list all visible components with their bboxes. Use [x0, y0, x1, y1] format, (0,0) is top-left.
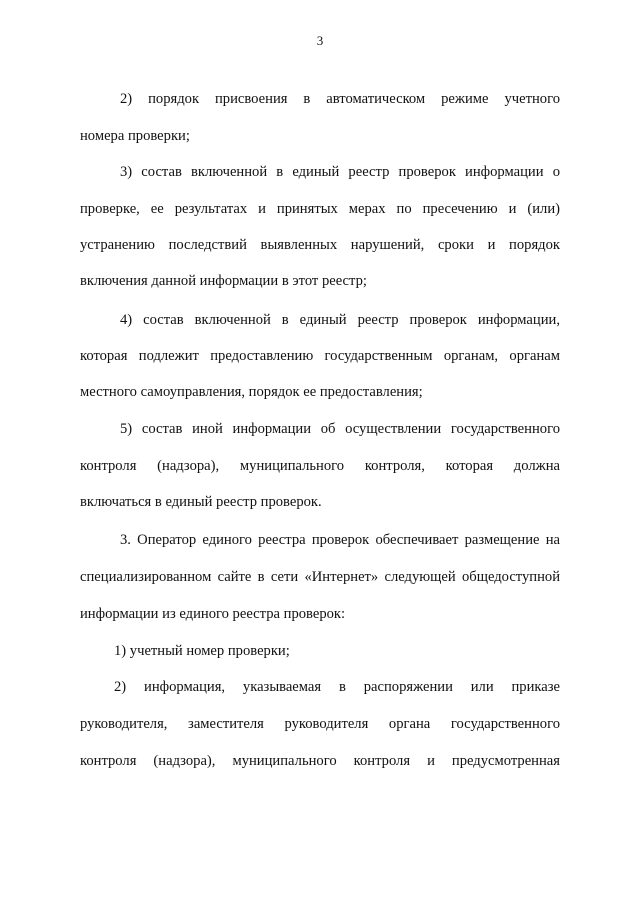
text-line: 2) порядок присвоения в автоматическом режиме учетного — [120, 91, 560, 107]
text-line: устранению последствий выявленных нарушений, сроки и порядок — [80, 237, 560, 253]
text-line: местного самоуправления, порядок ее предоставления; — [80, 384, 423, 400]
text-line: 3) состав включенной в единый реестр проверок информации о — [120, 164, 560, 180]
text-line: контроля (надзора), муниципального контроля и предусмотренная — [80, 753, 560, 769]
text-line: 1) учетный номер проверки; — [114, 643, 290, 659]
text-line: руководителя, заместителя руководителя органа государственного — [80, 716, 560, 732]
page-number: 3 — [316, 33, 324, 48]
text-line: 3. Оператор единого реестра проверок обеспечивает размещение на — [120, 532, 560, 548]
text-line: номера проверки; — [80, 128, 190, 144]
text-line: информации из единого реестра проверок: — [80, 606, 346, 622]
text-line: включения данной информации в этот реестр; — [80, 273, 367, 289]
text-line: проверке, ее результатах и принятых мерах по пресечению и (или) — [80, 201, 560, 217]
text-line: 4) состав включенной в единый реестр проверок информации, — [120, 312, 560, 328]
text-line: специализированном сайте в сети «Интернет» следующей общедоступной — [80, 569, 560, 585]
text-line: которая подлежит предоставлению государственным органам, органам — [80, 348, 560, 364]
text-line: контроля (надзора), муниципального контроля, которая должна — [80, 458, 560, 474]
text-line: 2) информация, указываемая в распоряжении или приказе — [114, 679, 560, 695]
text-line: 5) состав иной информации об осуществлении государственного — [120, 421, 560, 437]
text-line: включаться в единый реестр проверок. — [80, 494, 322, 510]
